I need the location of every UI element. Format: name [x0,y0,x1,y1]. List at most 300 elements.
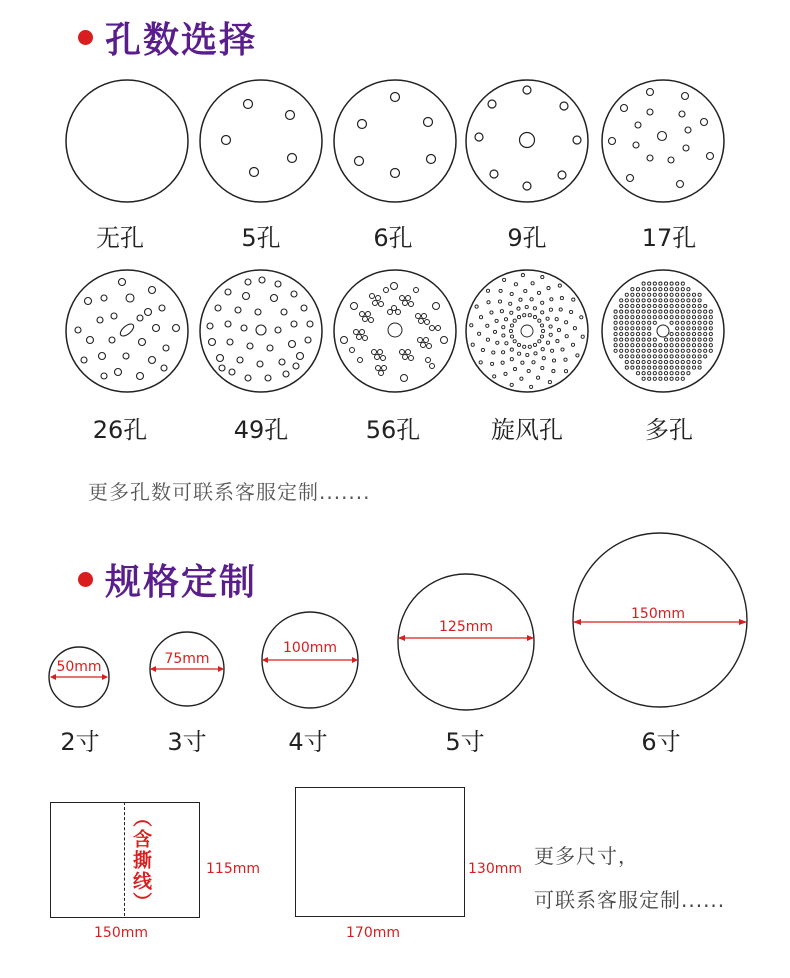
hole [648,372,651,375]
hole [631,304,634,307]
hole [659,288,662,291]
hole [555,318,558,321]
hole [631,327,634,330]
hole [687,332,690,335]
hole [486,338,489,341]
hole [692,293,695,296]
hole [687,316,690,319]
hole [681,338,684,341]
hole [676,355,679,358]
hole [631,293,634,296]
hole [698,338,701,341]
hole [659,282,662,285]
hole [560,297,563,300]
hole [502,334,505,337]
hole [698,299,701,302]
hole [648,327,651,330]
sheet1-width: 150mm [94,925,148,941]
hole [559,308,562,311]
hole [486,289,489,292]
hole [631,338,634,341]
hole [664,349,667,352]
hole [517,307,520,310]
hole [636,310,639,313]
hole [620,355,623,358]
hole [681,316,684,319]
hole [486,324,489,327]
hole [510,292,513,295]
hole [541,276,544,279]
hole [620,349,623,352]
hole [558,284,561,287]
hole [659,360,662,363]
hole [636,366,639,369]
hole [631,310,634,313]
size-label-2in: 2寸 [60,728,100,756]
hole [704,338,707,341]
hole [572,298,575,301]
hole [681,332,684,335]
hole [502,326,505,329]
hole [546,341,549,344]
hole [642,288,645,291]
hole [636,327,639,330]
disc-26-holes[interactable] [64,268,190,394]
hole [481,348,484,351]
hole [517,343,520,346]
hole [664,372,667,375]
hole [692,332,695,335]
size-label-3in: 3寸 [167,728,207,756]
hole [625,299,628,302]
disc-5-holes[interactable] [198,78,324,204]
hole [510,358,513,361]
hole [653,321,656,324]
disc-17-holes[interactable] [600,78,726,204]
label-9-holes: 9孔 [507,224,547,252]
hole [493,330,496,333]
hole [523,345,526,348]
hole [631,332,634,335]
hole [709,349,712,352]
hole [549,308,552,311]
hole [676,288,679,291]
hole [533,307,536,310]
hole [704,332,707,335]
label-cyclone-holes: 旋风孔 [491,416,563,444]
hole [704,349,707,352]
hole [541,366,544,369]
hole [471,343,474,346]
hole [687,304,690,307]
more-sizes-line2: 可联系客服定制...... [534,888,726,912]
hole [531,282,534,285]
hole [670,355,673,358]
hole [670,321,673,324]
hole [687,293,690,296]
hole [709,316,712,319]
hole [670,372,673,375]
size-disc-4in[interactable] [260,610,360,710]
hole [704,321,707,324]
hole [648,344,651,347]
hole [704,327,707,330]
dim-2in: 50mm [56,659,102,675]
hole [692,349,695,352]
hole [676,377,679,380]
hole [687,344,690,347]
hole [653,366,656,369]
hole [570,310,573,313]
hole [692,304,695,307]
hole [642,344,645,347]
hole [492,351,495,354]
size-label-4in: 4寸 [288,728,328,756]
hole [510,311,513,314]
hole [681,321,684,324]
hole [549,333,552,336]
hole [687,338,690,341]
label-17-holes: 17孔 [641,224,697,252]
hole [681,366,684,369]
hole [653,372,656,375]
hole [495,319,498,322]
hole [653,377,656,380]
hole [571,343,574,346]
hole [642,372,645,375]
hole [490,311,493,314]
disc-cyclone-holes[interactable] [464,268,590,394]
hole [625,316,628,319]
hole [534,352,537,355]
hole [614,332,617,335]
hole [620,321,623,324]
hole [513,340,516,343]
hole [576,354,579,357]
hole [659,349,662,352]
hole [709,321,712,324]
hole [631,316,634,319]
hole [642,366,645,369]
hole [670,304,673,307]
hole [659,316,662,319]
hole [528,345,531,348]
hole [681,327,684,330]
hole [636,321,639,324]
hole [653,338,656,341]
dim-5in: 125mm [439,619,493,635]
hole [670,349,673,352]
hole [648,360,651,363]
hole [510,324,513,327]
hole [620,338,623,341]
hole [648,304,651,307]
hole [542,357,545,360]
center-hole [521,325,533,337]
hole [614,321,617,324]
hole [670,338,673,341]
hole [642,299,645,302]
hole [642,316,645,319]
hole [631,321,634,324]
hole [692,327,695,330]
hole [631,355,634,358]
hole [636,372,639,375]
hole [692,321,695,324]
hole [709,344,712,347]
hole [581,335,584,338]
hole [625,366,628,369]
hole [503,278,506,281]
hole [664,310,667,313]
hole [642,310,645,313]
hole [614,310,617,313]
size-disc-6in[interactable] [570,530,750,710]
hole [687,372,690,375]
size-disc-2in[interactable] [46,644,112,710]
hole [504,372,507,375]
hole [648,349,651,352]
hole [552,359,555,362]
hole [475,305,478,308]
hole [642,355,645,358]
hole [692,316,695,319]
hole [642,304,645,307]
disc-multi-holes[interactable] [600,268,726,394]
hole [636,299,639,302]
hole [698,321,701,324]
hole [676,299,679,302]
hole [642,293,645,296]
hole [642,349,645,352]
hole [670,293,673,296]
hole [513,319,516,322]
hole [533,343,536,346]
hole [687,288,690,291]
disc-no-holes[interactable] [64,78,190,204]
bullet-dot-icon [78,572,93,587]
hole [648,299,651,302]
hole [664,288,667,291]
hole [681,288,684,291]
bullet-dot-icon [78,30,93,45]
size-title-text: 规格定制 [105,562,258,603]
hole [636,288,639,291]
hole [681,304,684,307]
hole [692,299,695,302]
holes-custom-note: 更多孔数可联系客服定制....... [88,480,371,504]
hole [625,293,628,296]
hole [676,332,679,335]
sheet-170x130[interactable] [295,787,465,917]
hole [653,282,656,285]
hole [648,288,651,291]
hole [514,283,517,286]
hole [664,282,667,285]
disc-9-holes[interactable] [464,78,590,204]
hole [659,310,662,313]
hole [659,299,662,302]
hole [698,332,701,335]
dim-4in: 100mm [283,640,337,656]
hole [653,304,656,307]
hole [620,304,623,307]
hole [642,377,645,380]
hole [546,317,549,320]
hole [704,304,707,307]
hole [681,377,684,380]
disc-49-holes[interactable] [198,268,324,394]
sheet-150x115[interactable] [50,802,200,918]
hole [648,332,651,335]
hole [530,385,533,388]
hole [704,316,707,319]
hole [681,282,684,285]
hole [487,301,490,304]
hole [664,366,667,369]
hole [636,304,639,307]
hole [659,372,662,375]
hole [692,355,695,358]
hole [670,360,673,363]
hole [501,361,504,364]
tear-line-note: （含撕线） [130,808,152,913]
hole [676,366,679,369]
hole [653,293,656,296]
hole [478,332,481,335]
hole [504,318,507,321]
hole [676,360,679,363]
hole [648,316,651,319]
sheet2-height: 130mm [468,861,522,877]
hole [681,372,684,375]
hole [676,321,679,324]
hole [648,366,651,369]
hole [681,360,684,363]
hole [528,314,531,317]
hole [681,344,684,347]
hole [648,282,651,285]
hole [676,304,679,307]
hole [670,332,673,335]
hole [681,349,684,352]
hole [620,332,623,335]
hole [698,344,701,347]
hole [670,288,673,291]
hole [670,344,673,347]
hole [491,362,494,365]
hole [681,293,684,296]
label-6-holes: 6孔 [373,224,413,252]
label-no-holes: 无孔 [96,224,144,252]
hole [709,310,712,313]
hole [524,289,527,292]
hole [625,332,628,335]
hole [502,351,505,354]
label-5-holes: 5孔 [241,224,281,252]
hole [687,355,690,358]
size-disc-3in[interactable] [148,630,226,708]
hole [625,321,628,324]
hole [505,342,508,345]
label-49-holes: 49孔 [233,416,289,444]
sheet1-height: 115mm [206,861,260,877]
hole [625,344,628,347]
hole [540,335,543,338]
hole [664,355,667,358]
dim-6in: 150mm [631,606,685,622]
hole [573,327,576,330]
hole [510,383,513,386]
hole [692,310,695,313]
hole [653,344,656,347]
hole [499,289,502,292]
hole [557,329,560,332]
hole [664,377,667,380]
size-label-5in: 5寸 [445,728,485,756]
label-multi-holes: 多孔 [645,416,693,444]
hole [659,344,662,347]
hole [664,304,667,307]
hole [687,360,690,363]
hole [521,361,524,364]
sheet2-width: 170mm [346,925,400,941]
hole [538,340,541,343]
holes-title-text: 孔数选择 [105,20,258,61]
hole [509,302,512,305]
hole [625,349,628,352]
hole [625,338,628,341]
hole [625,360,628,363]
hole [698,327,701,330]
hole [518,352,521,355]
hole [709,327,712,330]
size-disc-5in[interactable] [396,572,536,712]
hole [550,298,553,301]
dim-3in: 75mm [164,651,210,667]
hole [698,349,701,352]
hole [687,366,690,369]
hole [614,327,617,330]
hole [548,381,551,384]
hole [620,344,623,347]
hole [670,377,673,380]
hole [520,377,523,380]
hole [541,329,544,332]
hole [556,340,559,343]
hole [687,299,690,302]
hole [648,310,651,313]
hole [676,338,679,341]
hole [625,310,628,313]
hole [676,282,679,285]
hole [532,361,535,364]
hole [631,349,634,352]
hole [659,377,662,380]
hole [676,349,679,352]
size-label-6in: 6寸 [641,728,681,756]
hole [670,282,673,285]
disc-6-holes[interactable] [332,78,458,204]
hole [636,344,639,347]
hole [533,316,536,319]
disc-56-holes[interactable] [332,268,458,394]
hole [692,366,695,369]
hole [659,366,662,369]
hole [648,377,651,380]
hole [636,360,639,363]
hole [537,376,540,379]
